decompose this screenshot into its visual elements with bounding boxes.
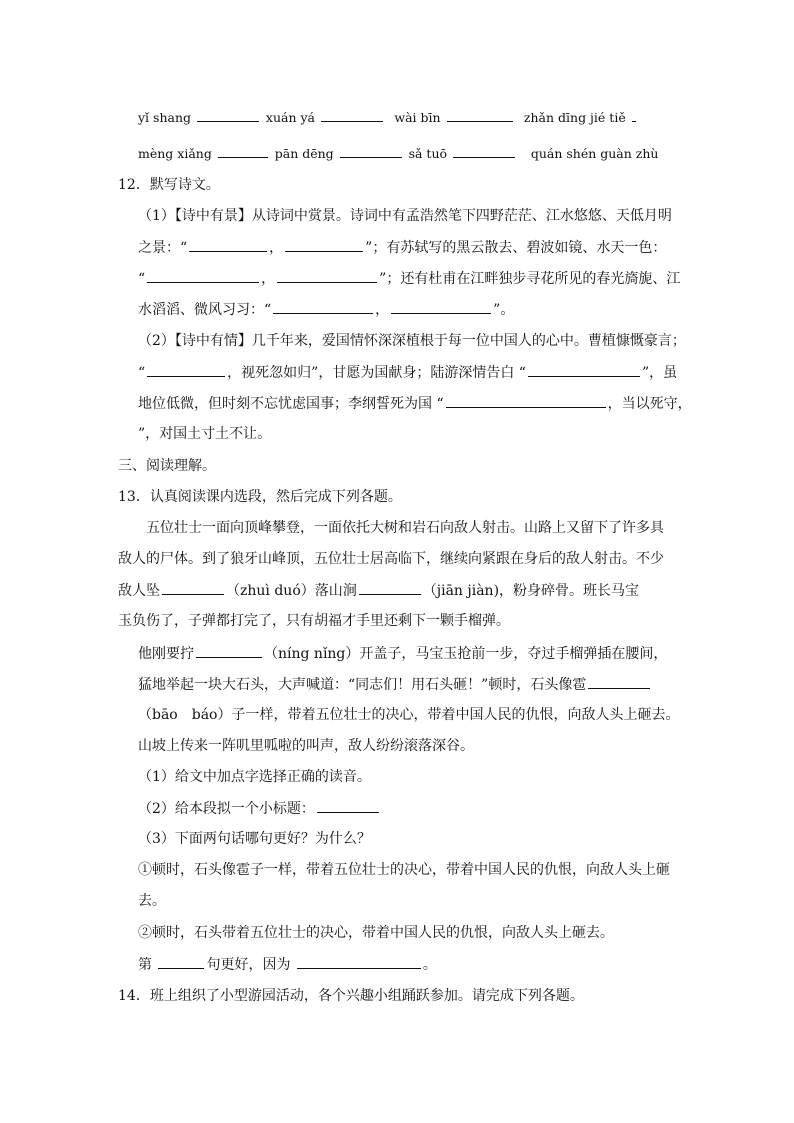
answer-blank[interactable]	[147, 268, 259, 283]
answer-blank[interactable]	[147, 362, 225, 377]
section-heading: 三、阅读理解。	[118, 458, 216, 474]
pinyin-5: mèng xiǎng	[138, 146, 212, 161]
pinyin-1: yǐ shang	[138, 110, 192, 125]
option-2: ②顿时，石头带着五位壮士的决心，带着中国人民的仇恨，向敌人头上砸去。	[138, 925, 614, 941]
pinyin-3: wài bīn	[394, 110, 441, 125]
answer-blank[interactable]	[273, 299, 373, 314]
answer-blank[interactable]	[359, 580, 421, 595]
answer-blank[interactable]	[196, 643, 262, 658]
question-13-title: 13．认真阅读课内选段，然后完成下列各题。	[118, 489, 402, 505]
answer-blank[interactable]	[218, 143, 268, 158]
answer-blank[interactable]	[340, 143, 402, 158]
answer-blank[interactable]	[446, 393, 606, 408]
passage-line-2: 敌人的尸体。到了狼牙山峰顶，五位壮士居高临下，继续向紧跟在身后的敌人射击。不少	[118, 551, 664, 567]
passage-line-4: 玉负伤了，子弹都打完了，只有胡福才手里还剩下一颗手榴弹。	[118, 613, 510, 629]
answer-blank[interactable]	[447, 107, 513, 122]
answer-blank[interactable]	[197, 107, 259, 122]
q12-part1-line1: （1）【诗中有景】从诗词中赏景。诗词中有孟浩然笔下四野茫茫、江水悠悠、天低月明	[138, 208, 672, 224]
passage-line-3: 敌人坠 （zhuì duó）落山涧 （jiān jiàn)，粉身碎骨。班长马宝	[118, 580, 639, 601]
pinyin-7: sǎ tuō	[408, 146, 448, 161]
answer-blank[interactable]	[317, 798, 379, 813]
q12-part2-line4: ”，对国土寸土不让。	[138, 426, 272, 442]
option-1-line-2: 去。	[138, 893, 166, 909]
answer-blank[interactable]	[277, 268, 377, 283]
subquestion-2: （2）给本段拟一个小标题：	[138, 798, 381, 819]
question-12-title: 12．默写诗文。	[118, 177, 220, 193]
pinyin-row-1	[138, 107, 638, 128]
answer-blank[interactable]	[391, 299, 491, 314]
answer-blank[interactable]	[632, 107, 636, 122]
subquestion-1: （1）给文中加点字选择正确的读音。	[138, 769, 371, 785]
answer-blank[interactable]	[453, 143, 515, 158]
answer-blank[interactable]	[285, 237, 363, 252]
q12-part2-line3: 地位低微，但时刻不忘忧虑国事；李纲誓死为国 “ ，当以死守，	[138, 393, 692, 414]
pinyin-2: xuán yá	[265, 110, 316, 125]
answer-blank[interactable]	[189, 237, 267, 252]
answer-line: 第 句更好，因为 。	[138, 954, 437, 975]
answer-blank[interactable]	[321, 107, 383, 122]
q12-part2-line2: “ ，视死忽如归”，甘愿为国献身；陆游深情告白 “ ”，虽	[138, 362, 677, 383]
pinyin-4: zhǎn dīng jié tiě	[523, 110, 626, 125]
passage-line-8: 山坡上传来一阵叽里呱啦的叫声，敌人纷纷滚落深谷。	[138, 738, 474, 754]
q12-part1-line4: 水滔滔、微风习习：“ ， ”。	[138, 299, 514, 320]
q12-part2-line1: （2）【诗中有情】几千年来，爱国情怀深深植根于每一位中国人的心中。曹植慷慨豪言；	[138, 333, 686, 349]
answer-blank[interactable]	[528, 362, 640, 377]
option-1-line-1: ①顿时，石头像雹子一样，带着五位壮士的决心，带着中国人民的仇恨，向敌人头上砸	[138, 862, 670, 878]
answer-blank[interactable]	[158, 954, 204, 969]
question-14-title: 14．班上组织了小型游园活动，各个兴趣小组踊跃参加。请完成下列各题。	[118, 988, 584, 1004]
pinyin-row-2	[138, 143, 658, 164]
subquestion-3: （3）下面两句话哪句更好？为什么？	[138, 831, 371, 847]
passage-line-1: 五位壮士一面向顶峰攀登，一面依托大树和岩石向敌人射击。山路上又留下了许多具	[146, 520, 664, 536]
passage-line-5: 他刚要拧 （níng nǐng）开盖子，马宝玉抢前一步，夺过手榴弹插在腰间，	[138, 643, 667, 664]
passage-line-6: 猛地举起一块大石头，大声喊道：“同志们！用石头砸！”顿时，石头像雹	[138, 674, 652, 695]
pinyin-6: pān dēng	[274, 146, 334, 161]
q12-part1-line2: 之景：“ ， ”；有苏轼写的黑云散去、碧波如镜、水天一色：	[138, 237, 666, 258]
answer-blank[interactable]	[588, 674, 650, 689]
passage-line-7: （bāo báo）子一样，带着五位壮士的决心，带着中国人民的仇恨，向敌人头上砸去。	[138, 707, 680, 723]
pinyin-8: quán shén guàn zhù	[530, 146, 659, 161]
answer-blank[interactable]	[162, 580, 224, 595]
answer-blank[interactable]	[297, 954, 421, 969]
q12-part1-line3: “ ， ”；还有杜甫在江畔独步寻花所见的春光旖旎、江	[138, 268, 680, 289]
